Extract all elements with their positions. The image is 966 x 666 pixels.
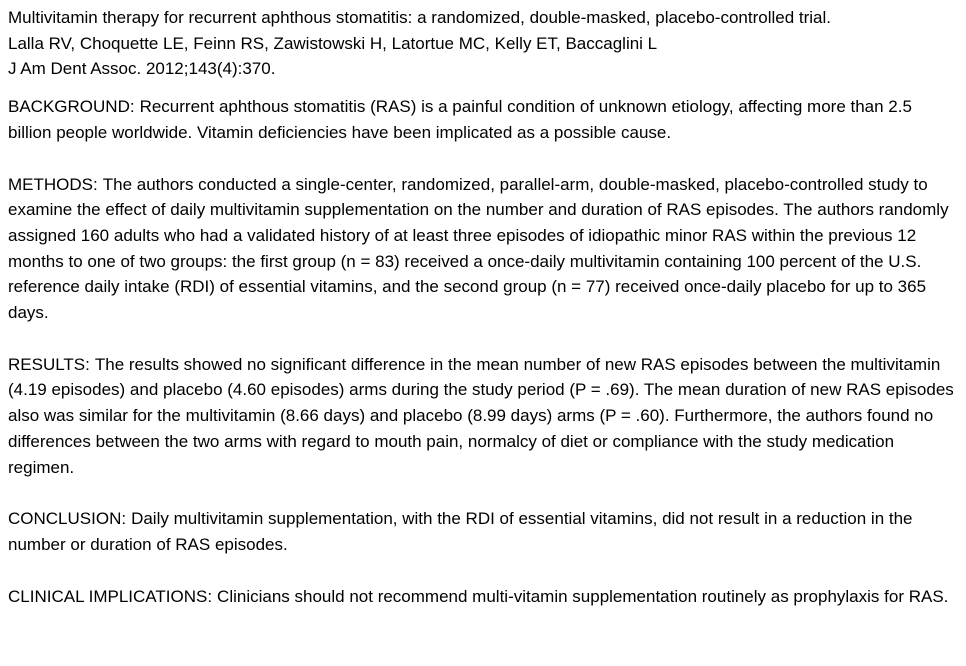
article-journal: J Am Dent Assoc. 2012;143(4):370. — [8, 59, 276, 79]
conclusion-label: CONCLUSION: — [8, 509, 127, 529]
conclusion-section — [8, 506, 956, 557]
conclusion-text: Daily multivitamin supplementation, with the RDI of essential vitamins, did not result in a reduction in the number or duration of RAS episodes. — [8, 509, 913, 554]
results-paragraph — [8, 352, 956, 481]
implications-text: Clinicians should not recommend multi-vitamin supplementation routinely as prophylaxis for RAS. — [217, 586, 949, 606]
article-title: Multivitamin therapy for recurrent aphthous stomatitis: a randomized, double-masked, placebo-controlled trial. — [8, 8, 832, 27]
implications-label: CLINICAL IMPLICATIONS: — [8, 586, 213, 606]
implications-section — [8, 584, 956, 610]
conclusion-paragraph — [8, 506, 956, 557]
background-label: BACKGROUND: — [8, 97, 135, 117]
methods-label: METHODS: — [8, 174, 98, 194]
background-text: Recurrent aphthous stomatitis (RAS) is a painful condition of unknown etiology, affecting more than 2.5 billion people worldwide. Vitamin deficiencies have been implicated as a possible cause. — [8, 97, 912, 142]
implications-paragraph — [8, 584, 956, 610]
results-text: The results showed no significant difference in the mean number of new RAS episodes between the multivitamin (4.19 episodes) and placebo (4.60 episodes) arms during the study period (P = .69). The mean duration of new RAS episodes also was similar for the multivitamin (8.66 days) and placebo (8.99 days) arms (P = .60). Furthermore, the authors found no differences between the two arms with regard to mouth pain, normalcy of diet or compliance with the study medication regimen. — [8, 354, 954, 477]
background-paragraph — [8, 94, 956, 145]
methods-text: The authors conducted a single-center, randomized, parallel-arm, double-masked, placebo-controlled study to examine the effect of daily multivitamin supplementation on the number and duration of RAS episodes. The authors randomly assigned 160 adults who had a validated history of at least three episodes of idiopathic minor RAS within the previous 12 months to one of two groups: the first group (n = 83) received a once-daily multivitamin containing 100 percent of the U.S. reference daily intake (RDI) of essential vitamins, and the second group (n = 77) received once-daily placebo for up to 365 days. — [8, 174, 949, 323]
results-label: RESULTS: — [8, 354, 90, 374]
methods-paragraph — [8, 172, 956, 326]
article-authors: Lalla RV, Choquette LE, Feinn RS, Zawistowski H, Latortue MC, Kelly ET, Baccaglini L — [8, 33, 658, 53]
background-section — [8, 94, 956, 145]
citation-header — [8, 5, 966, 82]
methods-section — [8, 172, 956, 326]
results-section — [8, 352, 956, 481]
